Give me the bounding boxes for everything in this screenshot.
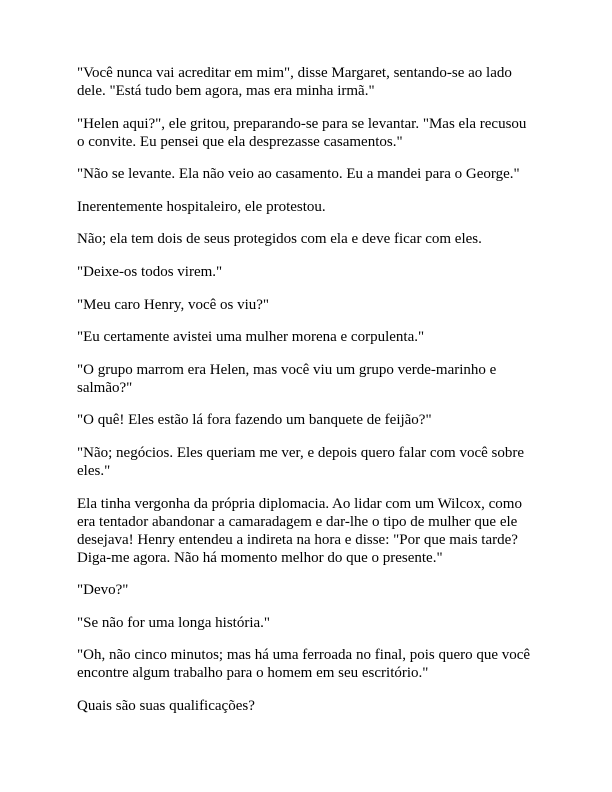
paragraph: "O grupo marrom era Helen, mas você viu um grupo verde-marinho e salmão?" — [77, 361, 497, 396]
paragraph: "Deixe-os todos virem." — [77, 263, 223, 280]
paragraph: "Helen aqui?", ele gritou, preparando-se para se levantar. "Mas ela recusou o convite. Eu pensei que ela desprezasse casamentos." — [77, 115, 527, 150]
paragraph: Ela tinha vergonha da própria diplomacia. Ao lidar com um Wilcox, como era tentador abandonar a camaradagem e dar-lhe o tipo de mulher que ele desejava! Henry entendeu a indireta na hora e disse: "Por que mais tarde? Diga-me agora. Não há momento melhor do que o presente." — [77, 495, 522, 566]
paragraph: Inerentemente hospitaleiro, ele protestou. — [77, 198, 326, 215]
paragraph: "Você nunca vai acreditar em mim", disse Margaret, sentando-se ao lado dele. "Está tudo bem agora, mas era minha irmã." — [77, 65, 512, 99]
paragraph: "Se não for uma longa história." — [77, 614, 271, 631]
paragraph: "Devo?" — [77, 582, 129, 599]
paragraph: "Não se levante. Ela não veio ao casamento. Eu a mandei para o George." — [77, 166, 520, 183]
paragraph: "Eu certamente avistei uma mulher morena e corpulenta." — [77, 329, 425, 346]
paragraph: "Não; negócios. Eles queriam me ver, e depois quero falar com você sobre eles." — [77, 444, 525, 479]
paragraph: "O quê! Eles estão lá fora fazendo um banquete de feijão?" — [77, 412, 432, 429]
paragraph: Quais são suas qualificações? — [77, 697, 255, 714]
document-page — [77, 64, 537, 730]
paragraph: "Oh, não cinco minutos; mas há uma ferroada no final, pois quero que você encontre algum trabalho para o homem em seu escritório." — [77, 647, 531, 682]
paragraph: "Meu caro Henry, você os viu?" — [77, 296, 270, 313]
paragraph: Não; ela tem dois de seus protegidos com ela e deve ficar com eles. — [77, 231, 482, 248]
